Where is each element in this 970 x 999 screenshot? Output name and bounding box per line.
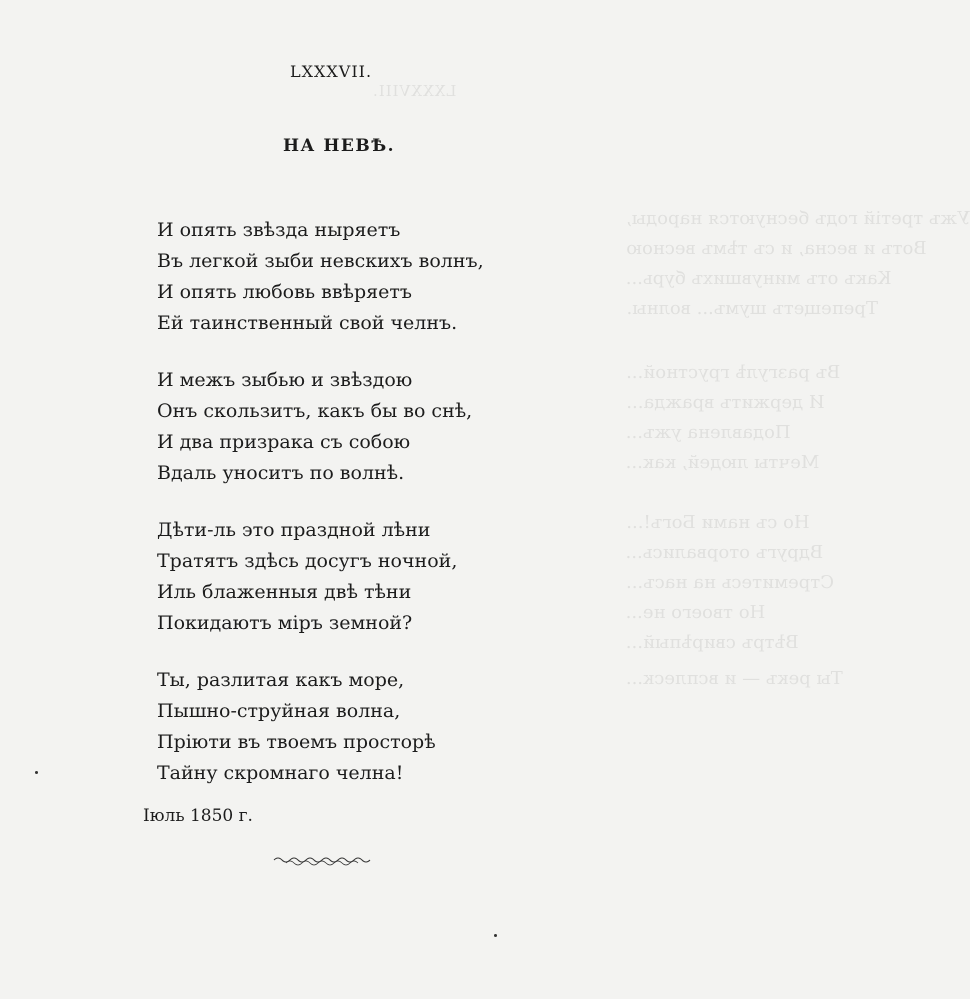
bleed-line: И держитъ вражда... <box>626 392 825 413</box>
wavy-line-ornament-icon <box>272 852 376 871</box>
paper-speck <box>494 934 497 937</box>
bleed-line: Но съ нами Богъ!... <box>626 512 810 533</box>
bleed-line: Стремитесь на насъ... <box>626 572 834 593</box>
bleed-line: Ты рекъ — и всплеск... <box>626 668 843 689</box>
verse-line: Ты, разлитая какъ море, <box>157 669 405 691</box>
bleed-line: Вѣтръ свирѣпый... <box>626 632 799 653</box>
poem-date: Іюль 1850 г. <box>143 806 253 826</box>
verse-line: Покидаютъ міръ земной? <box>157 612 413 634</box>
bleed-line: Вотъ и весна, и съ тѣмъ весною <box>626 238 927 259</box>
verse-line: Дѣти-ль это праздной лѣни <box>157 519 431 541</box>
bleed-line: Подавлена ужъ... <box>626 422 791 443</box>
poem-number: LXXXVII. <box>290 62 373 81</box>
stanza-1 <box>157 215 487 339</box>
bleed-line: Но твоего не... <box>626 602 766 623</box>
verse-line: И опять любовь ввѣряетъ <box>157 281 413 303</box>
stanza-3 <box>157 515 487 639</box>
verse-line: Иль блаженныя двѣ тѣни <box>157 581 412 603</box>
verse-line: Тратятъ здѣсь досугъ ночной, <box>157 550 458 572</box>
bleed-line: Мечты людей, как... <box>626 452 820 473</box>
verse-line: Пышно-струйная волна, <box>157 700 401 722</box>
verse-line: Тайну скромнаго челна! <box>157 762 404 784</box>
verse-line: Пріюти въ твоемъ просторѣ <box>157 731 436 753</box>
bleed-line: Въ разгулѣ грустной... <box>626 362 841 383</box>
verse-line: И опять звѣзда ныряетъ <box>157 219 401 241</box>
verse-line: И межъ зыбью и звѣздою <box>157 369 413 391</box>
bleed-line: Ужъ третій годъ беснуются народы, <box>626 208 970 229</box>
bleed-line: Трепещетъ шумъ... волны. <box>626 298 878 319</box>
paper-speck <box>35 771 38 774</box>
stanza-4 <box>157 665 487 789</box>
bleed-line: Какъ отъ минувшихъ бурь... <box>626 268 892 289</box>
verse-line: Вдаль уноситъ по волнѣ. <box>157 462 405 484</box>
bleed-heading: LXXXVIII. <box>372 82 457 100</box>
verse-line: Въ легкой зыби невскихъ волнъ, <box>157 250 484 272</box>
poem-title: НА НЕВѢ. <box>283 136 396 156</box>
verse-line: Онъ скользитъ, какъ бы во снѣ, <box>157 400 473 422</box>
stanza-2 <box>157 365 487 489</box>
verse-line: Ей таинственный свой челнъ. <box>157 312 458 334</box>
verse-line: И два призрака съ собою <box>157 431 411 453</box>
bleed-line: Вдругъ оторвались... <box>626 542 824 563</box>
